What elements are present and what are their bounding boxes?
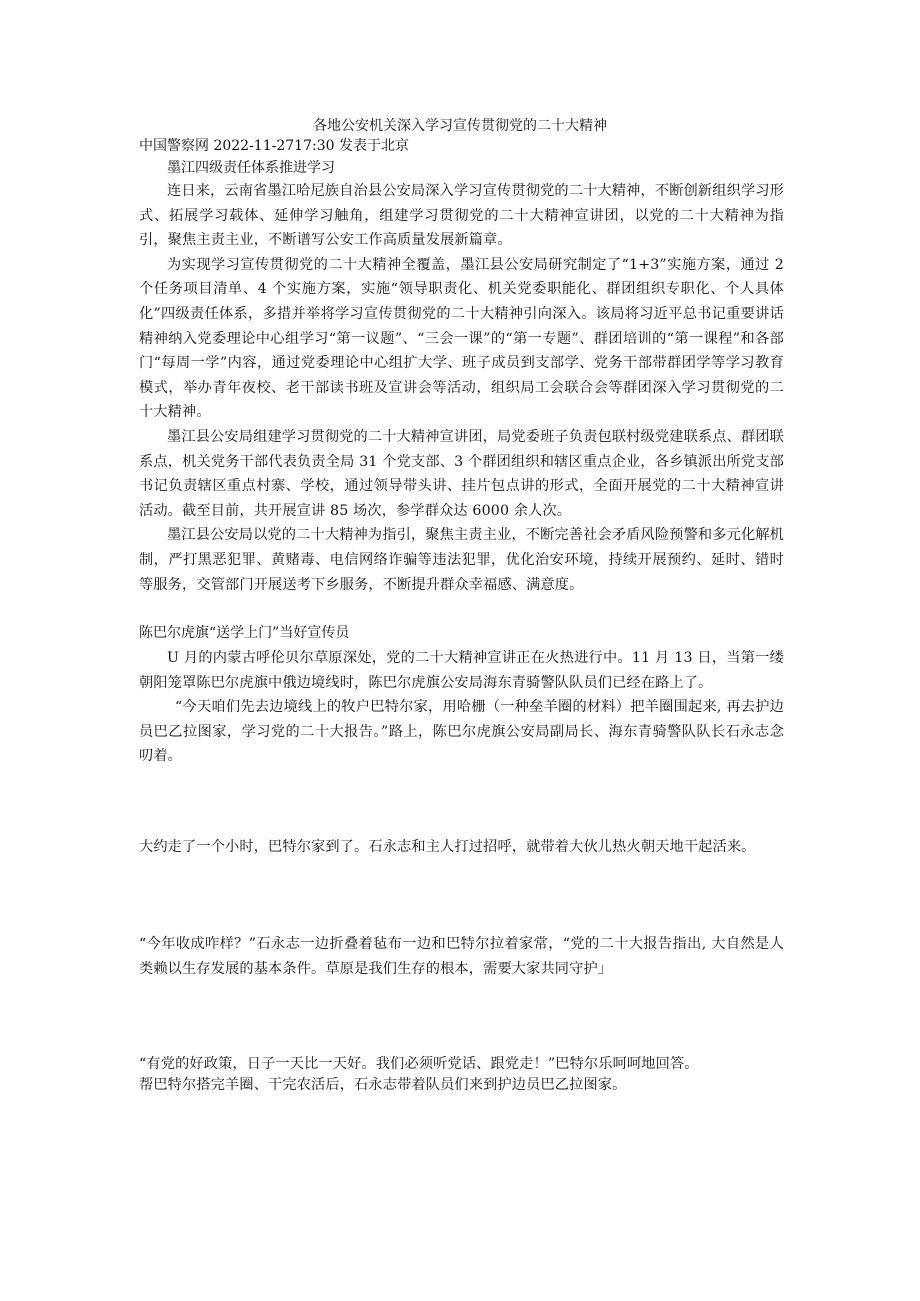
section-chenbaerhu — [139, 623, 784, 769]
paragraph: “有党的好政策，日子一天比一天好。我们必须听党话、跟党走！”巴特尔乐呵呵地回答。 — [139, 1056, 699, 1072]
paragraph: 连日来，云南省墨江哈尼族自治县公安局深入学习宣传贯彻党的二十大精神，不断创新组织学习形式、拓展学习载体、延伸学习触角，组建学习贯彻党的二十大精神宣讲团，以党的二十大精神为指引，聚焦主责主业，不断谱写公安工作高质量发展新篇章。 — [139, 183, 784, 249]
article-title: 各地公安机关深入学习宣传贯彻党的二十大精神 — [313, 118, 607, 134]
section-heading: 陈巴尔虎旗“送学上门”当好宣传员 — [139, 625, 350, 641]
section-mojiang — [139, 158, 784, 597]
paragraph: “今年收成咋样？”石永志一边折叠着毡布一边和巴特尔拉着家常，“党的二十大报告指出, 大自然是人类赖以生存发展的基本条件。草原是我们生存的根本，需要大家共同守护」 — [139, 936, 784, 977]
paragraph: 为实现学习宣传贯彻党的二十大精神全覆盖，墨江县公安局研究制定了“1+3”实施方案，通过 2 个任务项目清单、4 个实施方案，实施“领导职责化、机关党委职能化、群团组织专职化、个人具体化”四级责任体系，多措并举将学习宣传贯彻党的二十大精神引向深入。该局将习近平总书记重要讲话精神纳入党委理论中心组学习“第一议题”、“三会一课”的“第一专题”、群团培训的“第一课程”和各部门“每周一学”内容，通过党委理论中心组扩大学、班子成员到支部学、党务干部带群团学等学习教育模式，举办青年夜校、老干部读书班及宣讲会等活动，组织局工会联合会等群团深入学习贯彻党的二十大精神。 — [139, 256, 784, 421]
article-meta: 中国警察网 2022-11-2717:30 发表于北京 — [139, 138, 409, 154]
paragraph: “今天咱们先去边境线上的牧户巴特尔家，用哈栅（一种垒羊圈的材料）把羊圈围起来, 再去护边员巴乙拉图家，学习党的二十大报告。”路上，陈巴尔虎旗公安局副局长、海东青骑警队队长石永志念叨着。 — [139, 699, 784, 765]
paragraph: 帮巴特尔搭完羊圈、干完农活后，石永志带着队员们来到护边员巴乙拉图家。 — [139, 1077, 627, 1093]
paragraph: 墨江县公安局组建学习贯彻党的二十大精神宣讲团，局党委班子负责包联村级党建联系点、群团联系点，机关党务干部代表负责全局 31 个党支部、3 个群团组织和辖区重点企业，各乡镇派出所党支部书记负责辖区重点村寨、学校，通过领导带头讲、挂片包点讲的形式，全面开展党的二十大精神宣讲活动。截至目前，共开展宣讲 85 场次，参学群众达 6000 余人次。 — [139, 428, 784, 519]
paragraph: 墨江县公安局以党的二十大精神为指引，聚焦主责主业，不断完善社会矛盾风险预警和多元化解机制，严打黑恶犯罪、黄赌毒、电信网络诈骗等违法犯罪，优化治安环境，持续开展预约、延时、错时等服务，交管部门开展送考下乡服务，不断提升群众幸福感、满意度。 — [139, 527, 784, 593]
paragraph-block — [139, 835, 784, 860]
paragraph: U 月的内蒙古呼伦贝尔草原深处，党的二十大精神宣讲正在火热进行中。11 月 13 日，当第一缕朝阳笼罩陈巴尔虎旗中俄边境线时，陈巴尔虎旗公安局海东青骑警队队员们已经在路上了。 — [139, 650, 784, 691]
paragraph-block — [139, 1054, 784, 1096]
section-subtitle: 墨江四级责任体系推进学习 — [167, 160, 335, 176]
paragraph-block — [139, 932, 784, 981]
paragraph: 大约走了一个小时，巴特尔家到了。石永志和主人打过招呼，就带着大伙儿热火朝天地干起活来。 — [139, 839, 756, 855]
